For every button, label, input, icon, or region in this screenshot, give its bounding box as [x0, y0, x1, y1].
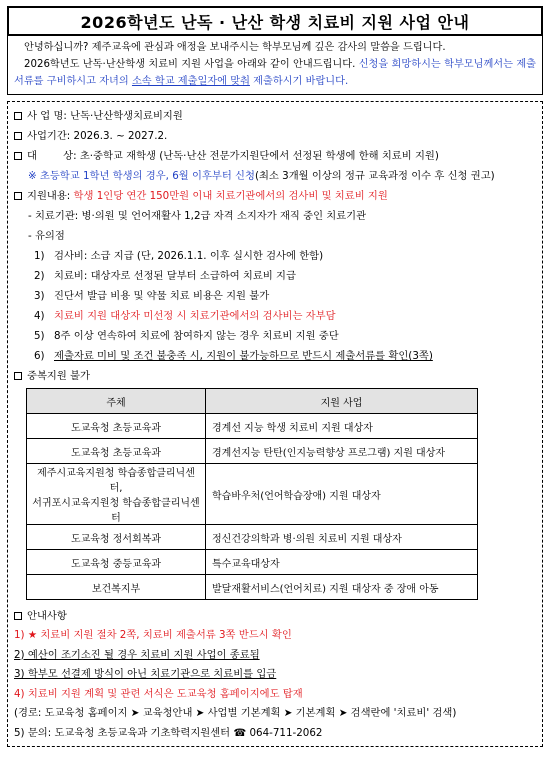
table-cell-program: 경계선 지능 학생 치료비 지원 대상자 [206, 414, 478, 439]
target-row [14, 146, 536, 166]
caution-text: 8주 이상 연속하여 치료에 참여하지 않는 경우 치료비 지원 중단 [54, 330, 339, 342]
intro-line-2 [14, 56, 536, 90]
target: 대 상: 초·중학교 재학생 (난독·난산 전문가지원단에서 선정된 학생에 한해 치료비 지원) [27, 150, 439, 162]
notice-2: 2) 예산이 조기소진 될 경우 치료비 지원 사업이 종료됨 [14, 648, 260, 661]
caution-text: 검사비: 소급 지급 (단, 2026.1.1. 이후 실시한 검사에 한함) [54, 250, 324, 262]
square-bullet-icon [14, 112, 22, 120]
caution-number: 3) [34, 290, 45, 302]
caution-item [14, 246, 536, 266]
table-row [27, 525, 478, 550]
notice-4: 4) 치료비 지원 계획 및 관련 서식은 도교육청 홈페이지에도 탑재 [14, 687, 303, 700]
caution-label: - 유의점 [28, 230, 65, 242]
table-cell-program: 정신건강의학과 병·의원 치료비 지원 대상자 [206, 525, 478, 550]
table-cell-org: 보건복지부 [27, 575, 206, 600]
table-cell-org: 도교육청 중등교육과 [27, 550, 206, 575]
institution-row: - 치료기관: 병·의원 및 언어재활사 1,2급 자격 소지자가 재직 중인 치료기관 [28, 210, 367, 222]
table-cell-program: 발달재활서비스(언어치료) 지원 대상자 중 장애 아동 [206, 575, 478, 600]
notice-1: 1) ★ 치료비 지원 절차 2쪽, 치료비 제출서류 3쪽 반드시 확인 [14, 629, 292, 641]
project-name: 사 업 명: 난독·난산학생치료비지원 [27, 110, 183, 122]
support-label: 지원내용: [27, 190, 74, 202]
caution-text: 치료비 지원 대상자 미선정 시 치료기관에서의 검사비는 자부담 [54, 310, 336, 322]
duplicate-support-table [26, 388, 478, 600]
table-row [27, 414, 478, 439]
support-row [14, 186, 536, 206]
caution-item [14, 306, 536, 326]
square-bullet-icon [14, 612, 22, 620]
table-row [27, 464, 478, 525]
table-body [27, 414, 478, 600]
caution-number: 6) [34, 350, 45, 362]
caution-item [14, 346, 536, 366]
caution-number: 1) [34, 250, 45, 262]
caution-item [14, 266, 536, 286]
notice-label: 안내사항 [27, 610, 67, 622]
notice-5-contact: 5) 문의: 도교육청 초등교육과 기초학력지원센터 ☎ 064-711-2062 [14, 726, 323, 739]
table-cell-org: 도교육청 정서회복과 [27, 525, 206, 550]
caution-text: 치료비: 대상자로 선정된 달부터 소급하여 치료비 지급 [54, 270, 296, 282]
caution-text: 제출자료 미비 및 조건 불충족 시, 지원이 불가능하므로 반드시 제출서류를 확인(3쪽) [54, 350, 433, 362]
period-row [14, 126, 536, 146]
dup-label: 중복지원 불가 [27, 370, 90, 382]
table-row [27, 550, 478, 575]
target-note-text: (최소 3개월 이상의 정규 교육과정 이수 후 신청 권고) [254, 170, 495, 182]
intro-underline: 소속 학교 제출일자에 맞춰 [131, 76, 250, 87]
caution-list [14, 246, 536, 366]
period: 사업기간: 2026.3. ~ 2027.2. [27, 130, 168, 142]
table-header-org: 주체 [27, 389, 206, 414]
table-cell-org: 제주시교육지원청 학습종합클리닉센터, 서귀포시교육지원청 학습종합클리닉센터 [27, 464, 206, 525]
table-row [27, 439, 478, 464]
table-cell-program: 경계선지능 탄탄(인지능력향상 프로그램) 지원 대상자 [206, 439, 478, 464]
intro-highlight-end: 제출하시기 바랍니다. [249, 76, 349, 87]
target-note-row [14, 166, 536, 186]
caution-item [14, 326, 536, 346]
caution-number: 4) [34, 310, 45, 322]
intro-highlight: 신청을 희망하시는 학부모님께서는 제출서류를 구비하시고 자녀의 [14, 59, 537, 87]
page-title: 2026학년도 난독 · 난산 학생 치료비 지원 사업 안내 [7, 6, 543, 36]
intro-text: 2026학년도 난독·난산학생 치료비 지원 사업을 아래와 같이 안내드립니다. [24, 59, 359, 70]
table-cell-program: 특수교육대상자 [206, 550, 478, 575]
square-bullet-icon [14, 132, 22, 140]
notice-4-path: (경로: 도교육청 홈페이지 ➤ 교육청안내 ➤ 사업별 기본계획 ➤ 기본계획 ➤ 검색란에 '치료비' 검색) [14, 707, 457, 719]
caution-number: 2) [34, 270, 45, 282]
table-header-program: 지원 사업 [206, 389, 478, 414]
dup-row [14, 366, 536, 386]
square-bullet-icon [14, 372, 22, 380]
caution-number: 5) [34, 330, 45, 342]
table-row [27, 575, 478, 600]
notice-3: 3) 학부모 선결제 방식이 아닌 치료기관으로 치료비를 입금 [14, 668, 277, 680]
table-cell-org: 도교육청 초등교육과 [27, 414, 206, 439]
intro-paragraph [7, 36, 543, 95]
table-header-row [27, 389, 478, 414]
table-cell-org: 도교육청 초등교육과 [27, 439, 206, 464]
square-bullet-icon [14, 192, 22, 200]
project-name-row [14, 106, 536, 126]
caution-item [14, 286, 536, 306]
square-bullet-icon [14, 152, 22, 160]
caution-text: 진단서 발급 비용 및 약물 치료 비용은 지원 불가 [54, 290, 270, 302]
intro-line-1: 안녕하십니까? 제주교육에 관심과 애정을 보내주시는 학부모님께 깊은 감사의 말씀을 드립니다. [24, 42, 446, 53]
support-text: 학생 1인당 연간 150만원 이내 치료기관에서의 검사비 및 치료비 지원 [73, 190, 388, 202]
notice-row [14, 606, 536, 626]
target-note-highlight: ※ 초등학교 1학년 학생의 경우, 6월 이후부터 신청 [28, 170, 255, 182]
table-cell-program: 학습바우처(언어학습장애) 지원 대상자 [206, 464, 478, 525]
details-box [7, 101, 543, 747]
